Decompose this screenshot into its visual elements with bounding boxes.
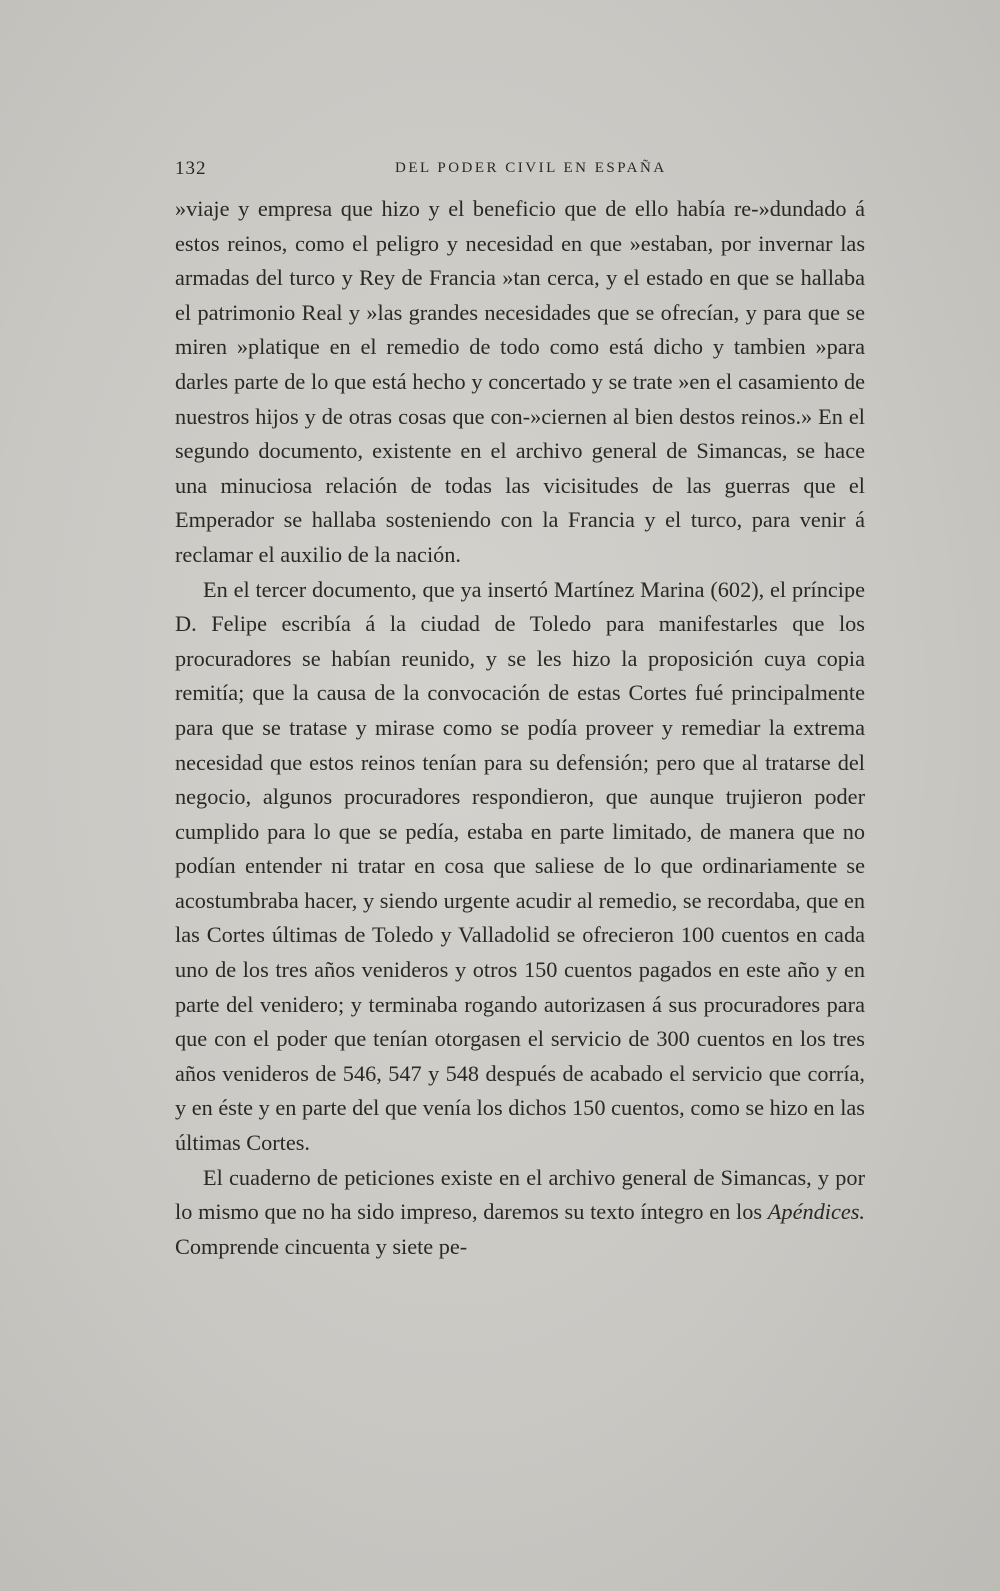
page-number: 132 <box>175 158 207 179</box>
paragraph-2: En el tercer documento, que ya insertó Martínez Marina (602), el príncipe D. Felipe escribía á la ciudad de Toledo para manifestarles que los procuradores se habían reunido, y se les hizo la proposición cuya copia remitía; que la causa de la convocación de estas Cortes fué principalmente para que se tratase y mirase como se podía proveer y remediar la extrema necesidad que estos reinos tenían para su defensión; pero que al tratarse del negocio, algunos procuradores respondieron, que aunque trujieron poder cumplido para lo que se pedía, estaba en parte limitado, de manera que no podían entender ni tratar en cosa que saliese de lo que ordinariamente se acostumbraba hacer, y siendo urgente acudir al remedio, se recordaba, que en las Cortes últimas de Toledo y Valladolid se ofrecieron 100 cuentos en cada uno de los tres años venideros y otros 150 cuentos pagados en este año y en parte del venidero; y terminaba rogando autorizasen á sus procuradores para que con el poder que tenían otorgasen el servicio de 300 cuentos en los tres años venideros de 546, 547 y 548 después de acabado el servicio que corría, y en éste y en parte del que venía los dichos 150 cuentos, como se hizo en las últimas Cortes. <box>175 576 865 1156</box>
page-header <box>175 158 875 188</box>
paragraph-1: »viaje y empresa que hizo y el beneficio que de ello había re-»dundado á estos reinos, como el peligro y necesidad en que »estaban, por invernar las armadas del turco y Rey de Francia »tan cerca, y el estado en que se hallaba el patrimonio Real y »las grandes necesidades que se ofrecían, y para que se miren »platique en el remedio de todo como está dicho y tambien »para darles parte de lo que está hecho y concertado y se trate »en el casamiento de nuestros hijos y de otras cosas que con-»ciernen al bien destos reinos.» En el segundo documento, existente en el archivo general de Simancas, se hace una minuciosa relación de todas las vicisitudes de las guerras que el Emperador se hallaba sosteniendo con la Francia y el turco, para venir á reclamar el auxilio de la nación. <box>175 196 865 567</box>
paragraph-3-continuation: Comprende cincuenta y siete pe- <box>175 1233 468 1259</box>
paragraph-3-text: El cuaderno de peticiones existe en el archivo general de Simancas, y por lo mismo que no ha sido impreso, daremos su texto íntegro en los <box>175 1164 865 1225</box>
running-head: DEL PODER CIVIL EN ESPAÑA <box>395 160 667 176</box>
paragraph-3 <box>175 1161 865 1265</box>
body-text <box>175 192 865 1264</box>
appendices-reference: Apéndices. <box>767 1199 865 1225</box>
